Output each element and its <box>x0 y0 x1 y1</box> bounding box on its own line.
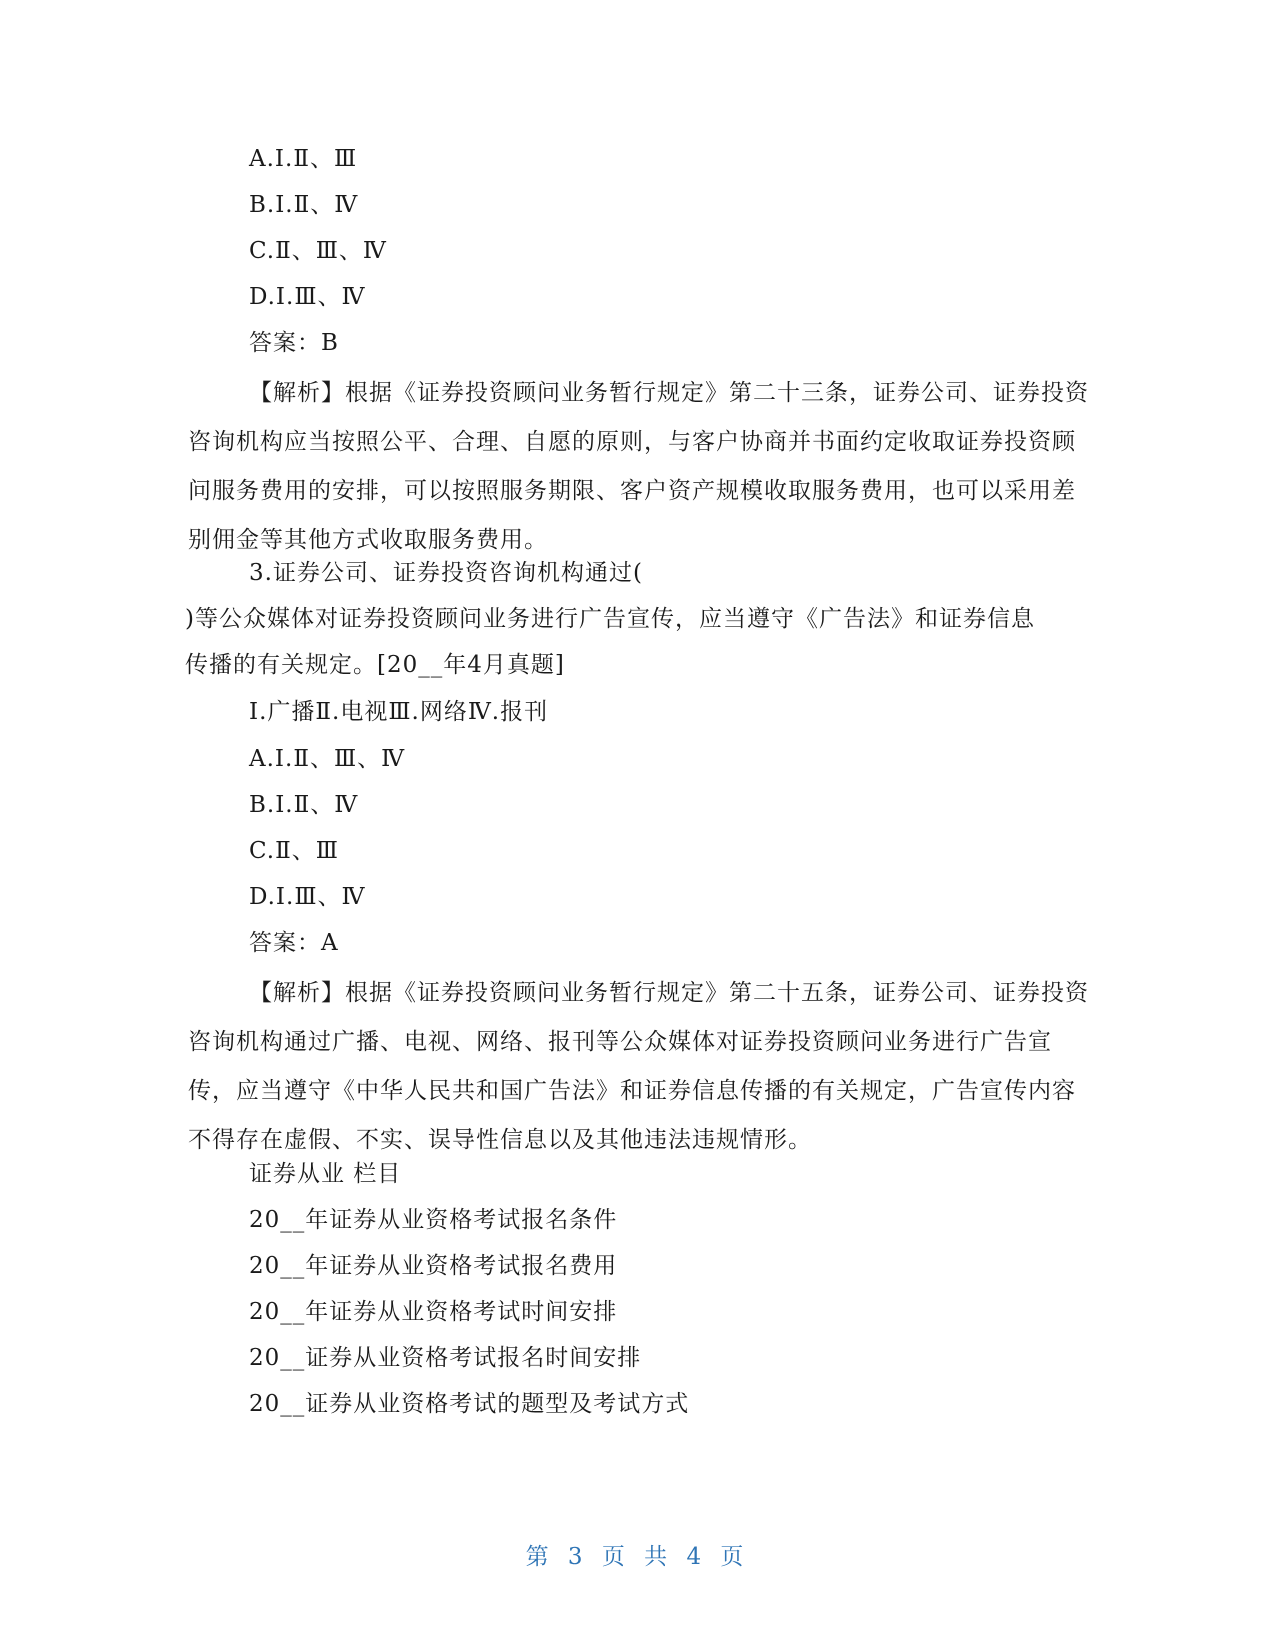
column-link[interactable]: 20__年证券从业资格考试报名条件 <box>249 1207 618 1233</box>
q3-option-d: D.Ⅰ.Ⅲ、Ⅳ <box>249 884 366 910</box>
column-title: 证券从业 栏目 <box>249 1161 402 1187</box>
q3-question-line1: 3.证券公司、证券投资咨询机构通过( <box>249 560 643 586</box>
page-footer: 第 3 页 共 4 页 <box>525 1544 750 1570</box>
column-link[interactable]: 20__证券从业资格考试报名时间安排 <box>249 1345 642 1371</box>
column-link[interactable]: 20__年证券从业资格考试时间安排 <box>249 1299 618 1325</box>
q2-analysis: 【解析】根据《证券投资顾问业务暂行规定》第二十三条，证券公司、证券投资咨询机构应当按照公平、合理、自愿的原则，与客户协商并书面约定收取证券投资顾问服务费用的安排，可以按照服务期限、客户资产规模收取服务费用，也可以采用差别佣金等其他方式收取服务费用。 <box>188 380 1089 553</box>
q3-items: Ⅰ.广播Ⅱ.电视Ⅲ.网络Ⅳ.报刊 <box>249 699 549 725</box>
column-link[interactable]: 20__年证券从业资格考试报名费用 <box>249 1253 618 1279</box>
q3-option-b: B.Ⅰ.Ⅱ、Ⅳ <box>249 792 359 818</box>
q3-analysis: 【解析】根据《证券投资顾问业务暂行规定》第二十五条，证券公司、证券投资咨询机构通过广播、电视、网络、报刊等公众媒体对证券投资顾问业务进行广告宣传，应当遵守《中华人民共和国广告法》和证券信息传播的有关规定，广告宣传内容不得存在虚假、不实、误导性信息以及其他违法违规情形。 <box>188 980 1089 1153</box>
column-link[interactable]: 20__证券从业资格考试的题型及考试方式 <box>249 1391 690 1417</box>
q2-answer: 答案：B <box>249 330 339 356</box>
q2-option-a: A.Ⅰ.Ⅱ、Ⅲ <box>249 146 358 172</box>
q3-option-a: A.Ⅰ.Ⅱ、Ⅲ、Ⅳ <box>249 746 406 772</box>
q2-option-c: C.Ⅱ、Ⅲ、Ⅳ <box>249 238 387 264</box>
q2-option-b: B.Ⅰ.Ⅱ、Ⅳ <box>249 192 359 218</box>
q3-question-line2: )等公众媒体对证券投资顾问业务进行广告宣传，应当遵守《广告法》和证券信息 <box>185 606 1035 632</box>
q3-question-line3: 传播的有关规定。[20__年4月真题] <box>185 652 565 678</box>
q3-answer: 答案：A <box>249 930 339 956</box>
q3-option-c: C.Ⅱ、Ⅲ <box>249 838 339 864</box>
q2-option-d: D.Ⅰ.Ⅲ、Ⅳ <box>249 284 366 310</box>
